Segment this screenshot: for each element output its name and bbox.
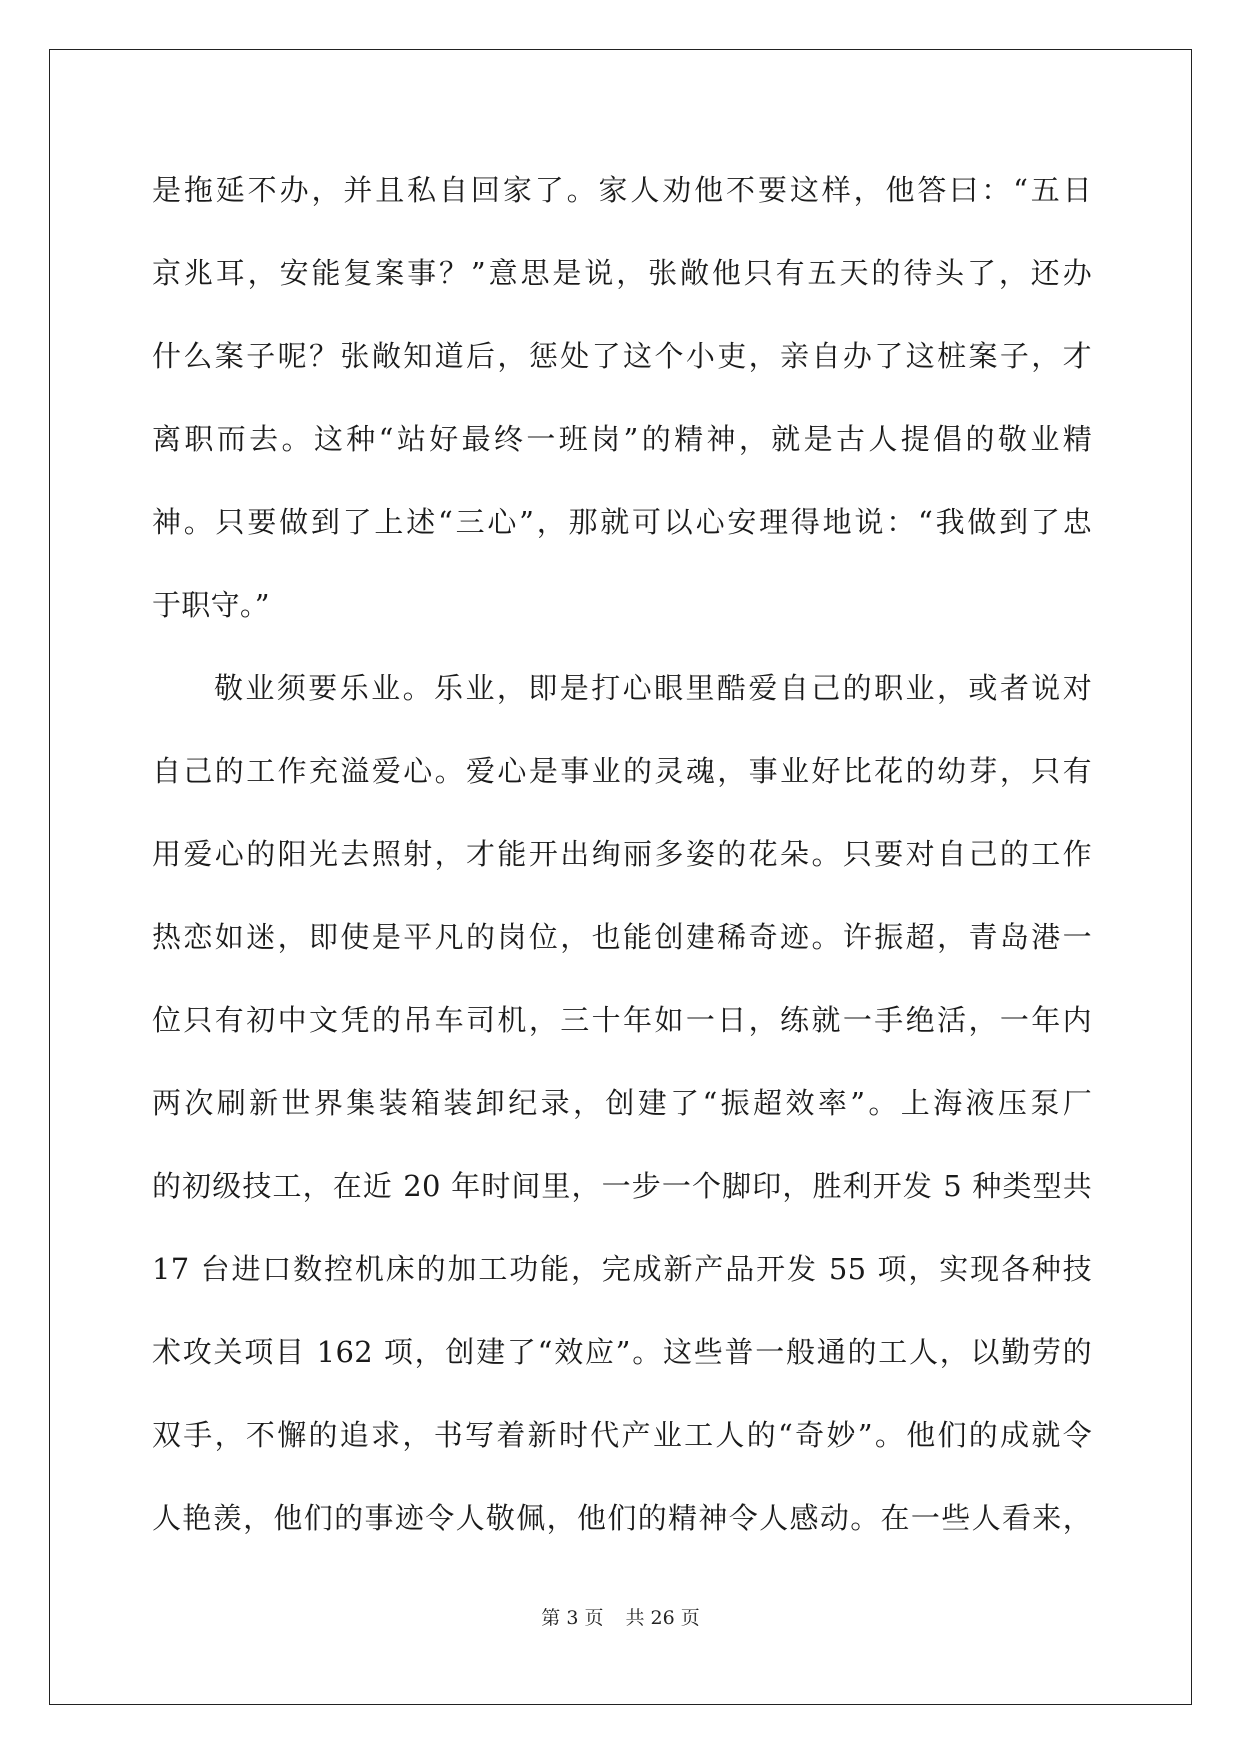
- page-number: 第 3 页: [541, 1607, 604, 1629]
- total-pages: 共 26 页: [625, 1607, 700, 1629]
- text-line: 是拖延不办，并且私自回家了。家人劝他不要这样，他答曰：“五日: [152, 173, 1092, 207]
- text-line: 的初级技工，在近 20 年时间里，一步一个脚印，胜利开发 5 种类型共: [152, 1169, 1092, 1203]
- text-line: 术攻关项目 162 项，创建了“效应”。这些普一般通的工人，以勤劳的: [152, 1335, 1092, 1369]
- page-footer: [0, 1603, 1241, 1630]
- text-line: 两次刷新世界集装箱装卸纪录，创建了“振超效率”。上海液压泵厂: [152, 1086, 1092, 1120]
- text-line: 京兆耳，安能复案事？”意思是说，张敞他只有五天的待头了，还办: [152, 256, 1092, 290]
- text-line: 用爱心的阳光去照射，才能开出绚丽多姿的花朵。只要对自己的工作: [152, 837, 1092, 871]
- text-line: 人艳羡，他们的事迹令人敬佩，他们的精神令人感动。在一些人看来，: [152, 1501, 1092, 1535]
- text-line: 于职守。”: [152, 588, 270, 622]
- text-line: 自己的工作充溢爱心。爱心是事业的灵魂，事业好比花的幼芽，只有: [152, 754, 1092, 788]
- text-line: 双手，不懈的追求，书写着新时代产业工人的“奇妙”。他们的成就令: [152, 1418, 1092, 1452]
- text-line: 热恋如迷，即使是平凡的岗位，也能创建稀奇迹。许振超，青岛港一: [152, 920, 1092, 954]
- document-body: [152, 149, 1092, 1560]
- text-line: 什么案子呢？张敞知道后，惩处了这个小吏，亲自办了这桩案子，才: [152, 339, 1092, 373]
- text-line: 离职而去。这种“站好最终一班岗”的精神，就是古人提倡的敬业精: [152, 422, 1092, 456]
- paragraph-start-line: 敬业须要乐业。乐业，即是打心眼里酷爱自己的职业，或者说对: [214, 671, 1092, 705]
- text-line: 神。只要做到了上述“三心”，那就可以心安理得地说：“我做到了忠: [152, 505, 1092, 539]
- text-line: 位只有初中文凭的吊车司机，三十年如一日，练就一手绝活，一年内: [152, 1003, 1092, 1037]
- text-line: 17 台进口数控机床的加工功能，完成新产品开发 55 项，实现各种技: [152, 1252, 1092, 1286]
